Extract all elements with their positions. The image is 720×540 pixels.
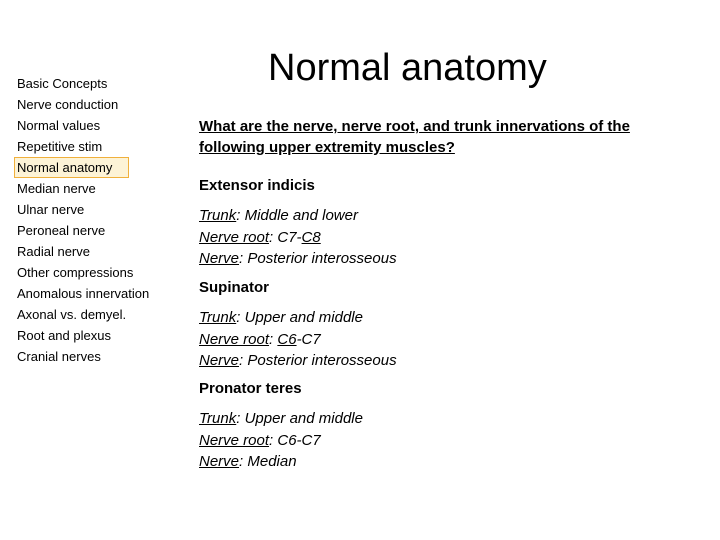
trunk-line: [199, 307, 669, 329]
nerve-root-separator: : C7-: [269, 228, 302, 246]
nav-item-normal-values[interactable]: Normal values: [17, 118, 101, 133]
trunk-line: [199, 205, 669, 227]
muscle-name: Pronator teres: [199, 380, 302, 397]
nerve-label: Nerve: [199, 250, 240, 267]
nav-item-axonal-vs-demyel[interactable]: Axonal vs. demyel.: [17, 307, 127, 322]
nerve-root-rest: -C7: [296, 330, 321, 348]
nav-item-repetitive-stim[interactable]: Repetitive stim: [17, 139, 103, 154]
nerve-root-label: Nerve root: [199, 228, 270, 246]
question-text: What are the nerve, nerve root, and trunk innervations of the following upper extremity muscles?: [199, 118, 630, 156]
trunk-value: : Middle and lower: [236, 207, 358, 224]
trunk-line: [199, 408, 669, 430]
nerve-value: : Posterior interosseous: [239, 250, 397, 267]
nav-item-anomalous-innervation[interactable]: Anomalous innervation: [17, 286, 150, 301]
nerve-root-separator: : C6-C7: [269, 431, 321, 449]
nerve-root-label: Nerve root: [199, 330, 270, 348]
nerve-root-separator: :: [269, 330, 278, 348]
muscle-block-pronator-teres: [199, 379, 669, 473]
nav-item-median-nerve[interactable]: Median nerve: [17, 181, 96, 196]
nav-item-other-compressions[interactable]: Other compressions: [17, 265, 134, 280]
nav-item-radial-nerve[interactable]: Radial nerve: [17, 244, 90, 259]
nerve-line: [199, 248, 669, 270]
nerve-root-label: Nerve root: [199, 431, 270, 449]
nav-item-ulnar-nerve[interactable]: Ulnar nerve: [17, 202, 85, 217]
trunk-label: Trunk: [199, 309, 237, 326]
nerve-root-value: C8: [301, 228, 321, 246]
nerve-root-line: [199, 430, 669, 452]
nerve-line: [199, 350, 669, 372]
trunk-value: : Upper and middle: [236, 309, 363, 326]
sidebar-nav: [14, 73, 184, 367]
muscle-block-extensor-indicis: [199, 176, 669, 270]
trunk-value: : Upper and middle: [236, 410, 363, 427]
nerve-value: : Median: [239, 453, 297, 470]
nerve-label: Nerve: [199, 453, 240, 470]
nav-item-peroneal-nerve[interactable]: Peroneal nerve: [17, 223, 106, 238]
muscle-block-supinator: [199, 278, 669, 372]
nerve-root-line: [199, 329, 669, 351]
muscle-name: Extensor indicis: [199, 177, 315, 194]
nerve-label: Nerve: [199, 352, 240, 369]
nerve-root-value: C6: [277, 330, 297, 348]
trunk-label: Trunk: [199, 207, 237, 224]
nav-item-root-and-plexus[interactable]: Root and plexus: [17, 328, 111, 343]
nav-item-normal-anatomy[interactable]: Normal anatomy: [14, 157, 129, 178]
page-title: Normal anatomy: [268, 47, 547, 89]
nav-item-cranial-nerves[interactable]: Cranial nerves: [17, 349, 101, 364]
nerve-line: [199, 451, 669, 473]
nerve-root-line: [199, 227, 669, 249]
nerve-value: : Posterior interosseous: [239, 352, 397, 369]
nav-item-nerve-conduction[interactable]: Nerve conduction: [17, 97, 119, 112]
trunk-label: Trunk: [199, 410, 237, 427]
muscle-name: Supinator: [199, 279, 269, 296]
nav-item-basic-concepts[interactable]: Basic Concepts: [17, 76, 108, 91]
